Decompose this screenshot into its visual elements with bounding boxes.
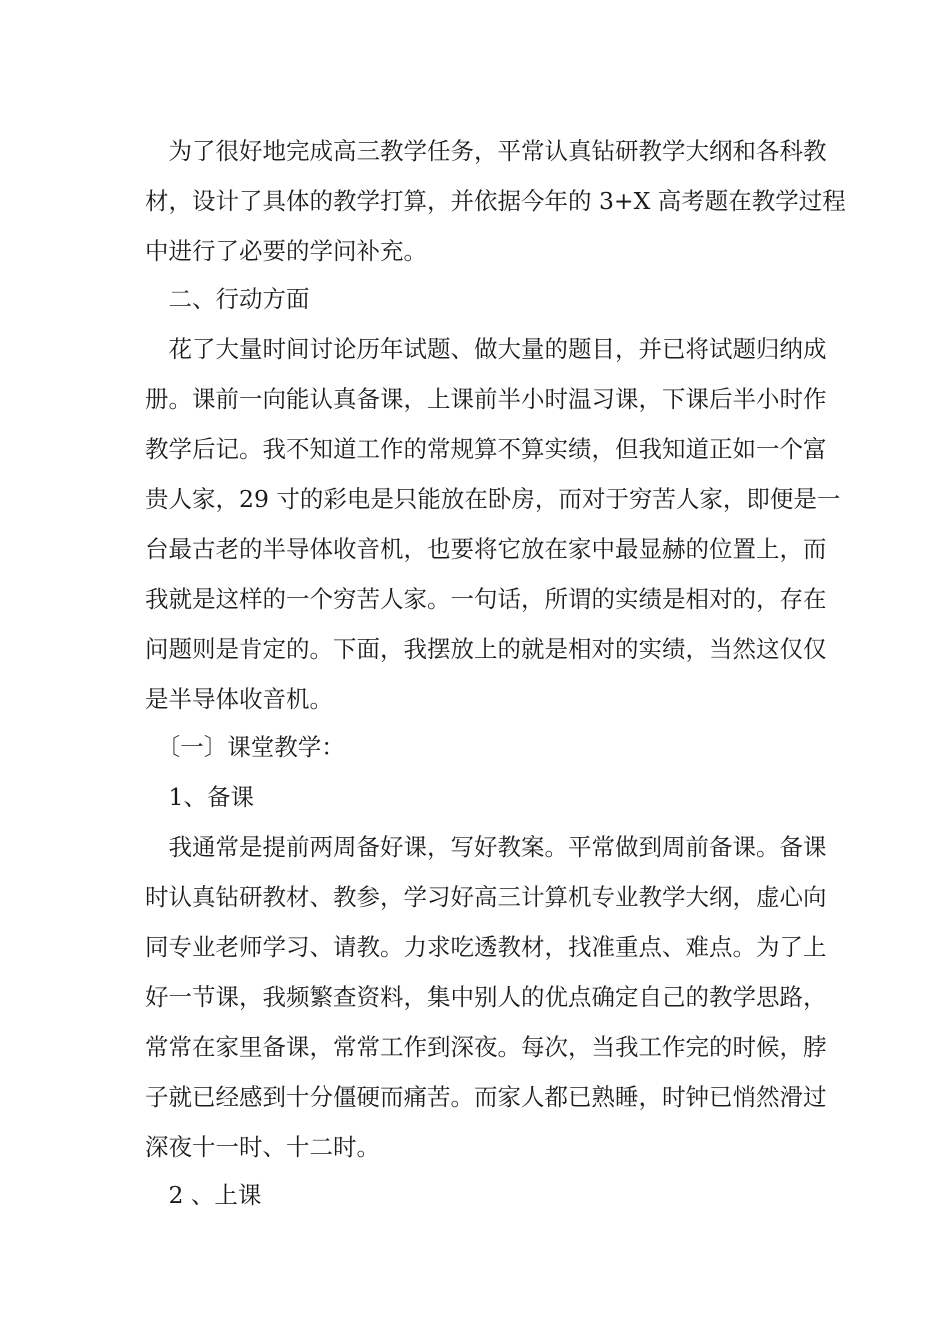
subsection-heading-classroom-teaching: 〔一〕课堂教学： (145, 733, 345, 761)
paragraph-3-line-7: 深夜十一时、十二时。 (145, 1133, 380, 1161)
paragraph-2-line-4: 贵人家，29 寸的彩电是只能放在卧房，而对于穷苦人家，即便是一 (145, 485, 841, 513)
paragraph-1-line-3: 中进行了必要的学问补充。 (145, 237, 427, 265)
paragraph-2-line-2: 册。课前一向能认真备课，上课前半小时温习课，下课后半小时作 (145, 385, 827, 413)
paragraph-2-line-5: 台最古老的半导体收音机，也要将它放在家中最显赫的位置上，而 (145, 535, 827, 563)
paragraph-2-line-3: 教学后记。我不知道工作的常规算不算实绩，但我知道正如一个富 (145, 435, 827, 463)
paragraph-3-line-2: 时认真钻研教材、教参，学习好高三计算机专业教学大纲，虚心向 (145, 883, 827, 911)
section-heading-action: 二、行动方面 (145, 285, 310, 313)
item-heading-teaching-class: 2 、上课 (145, 1181, 262, 1209)
paragraph-3-line-3: 同专业老师学习、请教。力求吃透教材，找准重点、难点。为了上 (145, 933, 827, 961)
paragraph-2-line-7: 问题则是肯定的。下面，我摆放上的就是相对的实绩，当然这仅仅 (145, 635, 827, 663)
paragraph-3-line-1: 我通常是提前两周备好课，写好教案。平常做到周前备课。备课 (145, 833, 827, 861)
paragraph-3-line-6: 子就已经感到十分僵硬而痛苦。而家人都已熟睡，时钟已悄然滑过 (145, 1083, 827, 1111)
paragraph-1-line-2: 材，设计了具体的教学打算，并依据今年的 3+X 高考题在教学过程 (145, 187, 846, 215)
paragraph-1-line-1: 为了很好地完成高三教学任务，平常认真钻研教学大纲和各科教 (145, 137, 827, 165)
paragraph-3-line-5: 常常在家里备课，常常工作到深夜。每次，当我工作完的时候，脖 (145, 1033, 827, 1061)
paragraph-2-line-6: 我就是这样的一个穷苦人家。一句话，所谓的实绩是相对的，存在 (145, 585, 827, 613)
paragraph-2-line-1: 花了大量时间讨论历年试题、做大量的题目，并已将试题归纳成 (145, 335, 827, 363)
item-heading-lesson-prep: 1、备课 (145, 783, 254, 811)
paragraph-2-line-8: 是半导体收音机。 (145, 685, 333, 713)
paragraph-3-line-4: 好一节课，我频繁查资料，集中别人的优点确定自己的教学思路， (145, 983, 827, 1011)
